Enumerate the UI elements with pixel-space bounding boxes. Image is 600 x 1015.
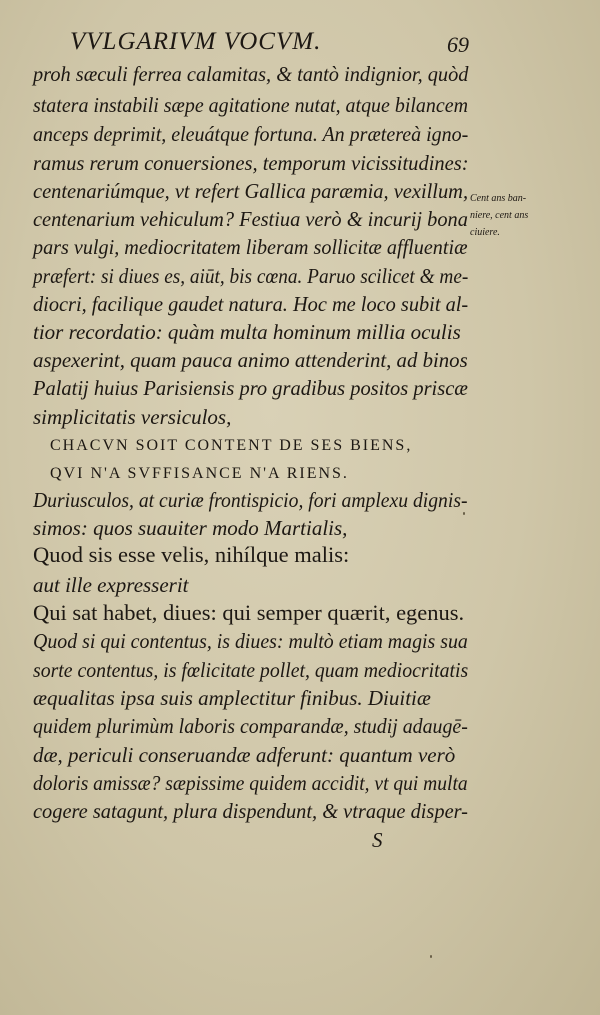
text-line-16: Duriusculos, at curiæ frontispicio, fori amplexu dignis- bbox=[33, 488, 468, 512]
paper-speck bbox=[430, 955, 432, 958]
text-line-17: simos: quos suauiter modo Martialis, bbox=[33, 516, 348, 540]
martial-verse-line-2: Qui sat habet, diues: qui semper quærit, egenus. bbox=[33, 600, 465, 625]
marginal-note-line-3: ciuiere. bbox=[470, 227, 500, 238]
text-line-11: aspexerint, quam pauca animo attenderint, ad binos bbox=[33, 348, 468, 372]
french-verse-line-1: CHACVN SOIT CONTENT DE SES BIENS, bbox=[50, 437, 413, 454]
text-line-21: Quod si qui contentus, is diues: multò etiam magis sua bbox=[33, 629, 468, 653]
text-line-12: Palatij huius Parisiensis pro gradibus positos priscæ bbox=[33, 376, 468, 400]
text-line-13: simplicitatis versiculos, bbox=[33, 405, 232, 429]
martial-verse-line-1: Quod sis esse velis, nihílque malis: bbox=[33, 542, 350, 567]
text-line-19: aut ille expresserit bbox=[33, 573, 189, 597]
page-number: 69 bbox=[447, 32, 469, 57]
signature-mark: S bbox=[372, 828, 383, 852]
french-verse-line-2: QVI N'A SVFFISANCE N'A RIENS. bbox=[50, 465, 349, 482]
text-line-23: æqualitas ipsa suis amplectitur finibus. Diuitiæ bbox=[33, 686, 431, 710]
text-line-24: quidem plurimùm laboris comparandæ, studij adaugē- bbox=[33, 714, 468, 738]
text-line-8: præfert: si diues es, aiūt, bis cœna. Paruo scilicet & me- bbox=[33, 264, 469, 288]
text-line-9: diocri, facilique gaudet natura. Hoc me loco subit al- bbox=[33, 292, 469, 316]
running-head: VVLGARIVM VOCVM. bbox=[70, 28, 322, 55]
text-line-25: dæ, periculi conseruandæ adferunt: quantum verò bbox=[33, 743, 456, 767]
text-line-5: centenariúmque, vt refert Gallica paræmia, vexillum, bbox=[33, 179, 469, 203]
text-line-1: proh sæculi ferrea calamitas, & tantò indignior, quòd bbox=[33, 62, 469, 86]
marginal-note-line-2: niere, cent ans bbox=[470, 210, 529, 221]
text-line-26: doloris amissæ? sæpissime quidem accidit, vt qui multa bbox=[33, 771, 468, 795]
text-line-7: pars vulgi, mediocritatem liberam sollicitæ affluentiæ bbox=[33, 235, 468, 259]
text-line-10: tior recordatio: quàm multa hominum millia oculis bbox=[33, 320, 461, 344]
text-line-22: sorte contentus, is fœlicitate pollet, quam mediocritatis bbox=[33, 658, 469, 682]
paper-speck bbox=[463, 512, 465, 515]
marginal-note bbox=[470, 190, 558, 241]
text-line-4: ramus rerum conuersiones, temporum vicissitudines: bbox=[33, 151, 469, 175]
text-line-27: cogere satagunt, plura dispendunt, & vtraque disper- bbox=[33, 799, 468, 823]
marginal-note-line-1: Cent ans ban- bbox=[470, 193, 527, 204]
text-line-3: anceps deprimit, eleuátque fortuna. An prætereà igno- bbox=[33, 122, 469, 146]
text-line-2: statera instabili sæpe agitatione nutat, atque bilancem bbox=[33, 93, 468, 117]
text-line-6: centenarium vehiculum? Festiua verò & incurij bona bbox=[33, 207, 468, 231]
